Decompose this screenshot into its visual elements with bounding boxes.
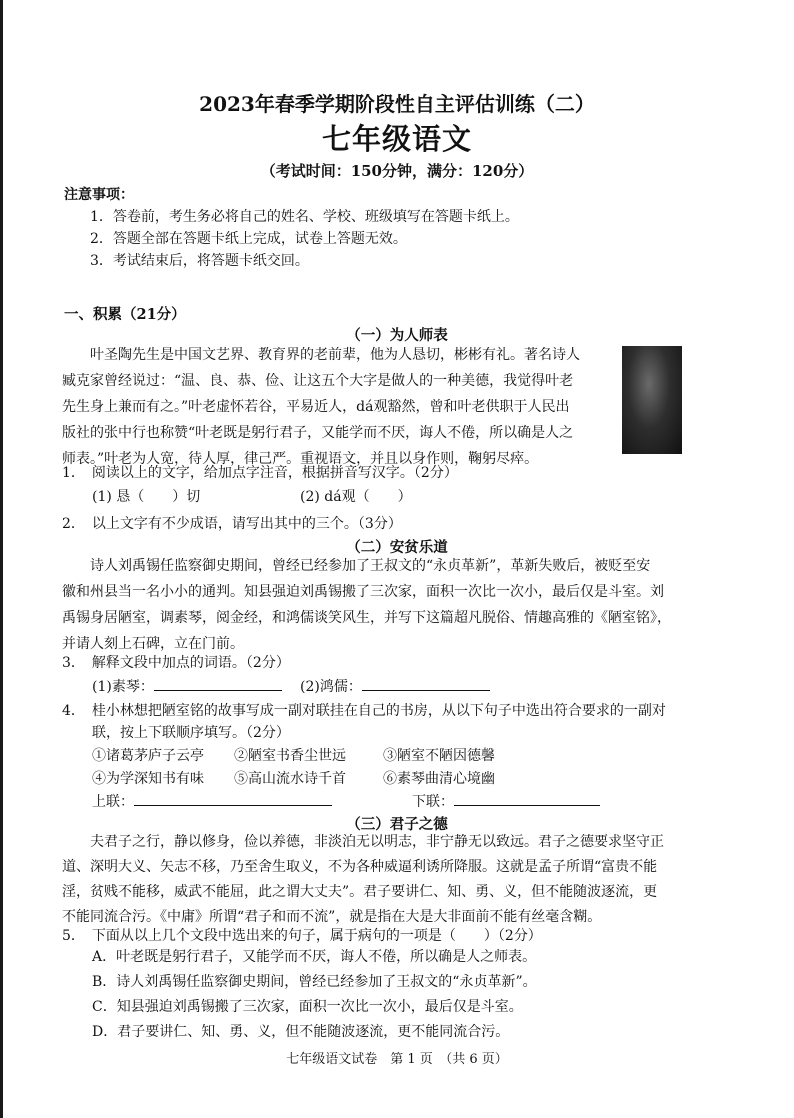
question-5-option-b: B．诗人刘禹锡任监察御史期间，曾经已经参加了王叔文的“永贞革新”。 xyxy=(92,974,537,990)
lower-couplet-field xyxy=(412,791,600,811)
question-4-stem-1: 4． 桂小林想把陋室铭的故事写成一副对联挂在自己的书房，从以下句子中选出符合要求的一副对 xyxy=(62,703,666,719)
upper-couplet-label: 上联： xyxy=(92,794,134,810)
couplet-option-3: ③陋室不陋因德馨 xyxy=(383,748,495,764)
question-2-stem: 2． 以上文字有不少成语，请写出其中的三个。（3分） xyxy=(62,516,402,532)
upper-couplet-field xyxy=(92,791,332,811)
subject-title: 七年级语文 xyxy=(321,122,472,156)
note-item-2: 2．答题全部在答题卡纸上完成，试卷上答题无效。 xyxy=(90,231,407,247)
passage3-line-2: 道、深明大义、矢志不移，乃至舍生取义，不为各种威逼利诱所降服。这就是孟子所谓“富贵不能 xyxy=(62,859,658,875)
answer-blank-b[interactable] xyxy=(362,676,490,691)
notes-heading: 注意事项： xyxy=(64,187,134,203)
passage3-line-4: 不能同流合污。《中庸》所谓“君子和而不流”，就是指在大是大非面前不能有丝毫含糊。 xyxy=(62,909,602,925)
passage1-line-5: 师表。”叶老为人宽，待人厚，律己严。重视语文，并且以身作则，鞠躬尽瘁。 xyxy=(62,451,539,467)
upper-couplet-blank[interactable] xyxy=(134,791,332,806)
note-item-1: 1．答卷前，考生务必将自己的姓名、学校、班级填写在答题卡纸上。 xyxy=(90,209,519,225)
couplet-option-1: ①诸葛茅庐子云亭 xyxy=(92,748,204,764)
lower-couplet-label: 下联： xyxy=(412,794,454,810)
page-footer: 七年级语文试卷 第 1 页 （共 6 页） xyxy=(286,1052,508,1067)
question-1-stem: 1． 阅读以上的文字，给加点字注音，根据拼音写汉字。（2分） xyxy=(62,465,458,481)
part1-heading: （一）为人师表 xyxy=(346,327,448,344)
portrait-photo xyxy=(622,346,682,454)
passage2-line-4: 并请人刻上石碑，立在门前。 xyxy=(62,636,244,652)
question-3-label-b: (2)鸿儒： xyxy=(300,679,362,695)
question-1-part-b: (2) dá观（ ） xyxy=(300,489,412,505)
lower-couplet-blank[interactable] xyxy=(454,791,600,806)
passage1-line-2: 臧克家曾经说过：“温、良、恭、俭、让这五个大字是做人的一种美德，我觉得叶老 xyxy=(62,373,574,389)
exam-title: 2023年春季学期阶段性自主评估训练（二） xyxy=(199,92,595,116)
part3-heading: （三）君子之德 xyxy=(346,816,448,833)
answer-blank-a[interactable] xyxy=(154,676,282,691)
passage2-line-3: 禹锡身居陋室，调素琴，阅金经，和鸿儒谈笑风生，并写下这篇超凡脱俗、情趣高雅的《陋室铭》， xyxy=(62,610,671,626)
question-5-option-c: C．知县强迫刘禹锡搬了三次家，面积一次比一次小，最后仅是斗室。 xyxy=(92,999,523,1015)
section-heading: 一、积累（21分） xyxy=(64,306,186,323)
passage1-line-3: 先生身上兼而有之。”叶老虚怀若谷，平易近人，dá观豁然，曾和叶老供职于人民出 xyxy=(62,399,570,415)
passage2-line-2: 徽和州县当一名小小的通判。知县强迫刘禹锡搬了三次家，面积一次比一次小，最后仅是斗室。刘 xyxy=(62,584,664,600)
passage1-line-4: 版社的张中行也称赞“叶老既是躬行君子，又能学而不厌，诲人不倦，所以确是人之 xyxy=(62,425,574,441)
question-3-label-a: (1)素琴： xyxy=(92,679,154,695)
passage2-line-1: 诗人刘禹锡任监察御史期间，曾经已经参加了王叔文的“永贞革新”，革新失败后，被贬至安 xyxy=(90,558,651,574)
question-5-option-d: D．君子要讲仁、知、勇、义，但不能随波逐流，更不能同流合污。 xyxy=(92,1024,510,1040)
part2-heading: （二）安贫乐道 xyxy=(346,539,448,556)
couplet-option-6: ⑥素琴曲清心境幽 xyxy=(383,771,495,787)
passage1-line-1: 叶圣陶先生是中国文艺界、教育界的老前辈，他为人恳切，彬彬有礼。著名诗人 xyxy=(90,347,580,363)
question-4-stem-2: 联，按上下联顺序填写。（2分） xyxy=(92,725,290,741)
couplet-option-5: ⑤高山流水诗千首 xyxy=(234,771,346,787)
question-3-part-a xyxy=(92,676,282,696)
note-item-3: 3．考试结束后，将答题卡纸交回。 xyxy=(90,253,309,269)
question-3-part-b xyxy=(300,676,490,696)
exam-info: （考试时间：150分钟，满分：120分） xyxy=(260,162,534,180)
couplet-option-4: ④为学深知书有味 xyxy=(92,771,204,787)
passage3-line-3: 淫，贫贱不能移，威武不能屈，此之谓大丈夫”。君子要讲仁、知、勇、义，但不能随波逐流，更 xyxy=(62,884,658,900)
couplet-option-2: ②陋室书香尘世远 xyxy=(234,748,346,764)
question-1-part-a: (1) 恳（ ）切 xyxy=(92,489,201,505)
question-3-stem: 3． 解释文段中加点的词语。（2分） xyxy=(62,655,290,671)
question-5-option-a: A．叶老既是躬行君子，又能学而不厌，诲人不倦，所以确是人之师表。 xyxy=(92,949,537,965)
passage3-line-1: 夫君子之行，静以修身，俭以养德，非淡泊无以明志，非宁静无以致远。君子之德要求坚守正 xyxy=(90,834,664,850)
question-5-stem: 5． 下面从以上几个文段中选出来的句子，属于病句的一项是（ ）（2分） xyxy=(62,928,542,944)
